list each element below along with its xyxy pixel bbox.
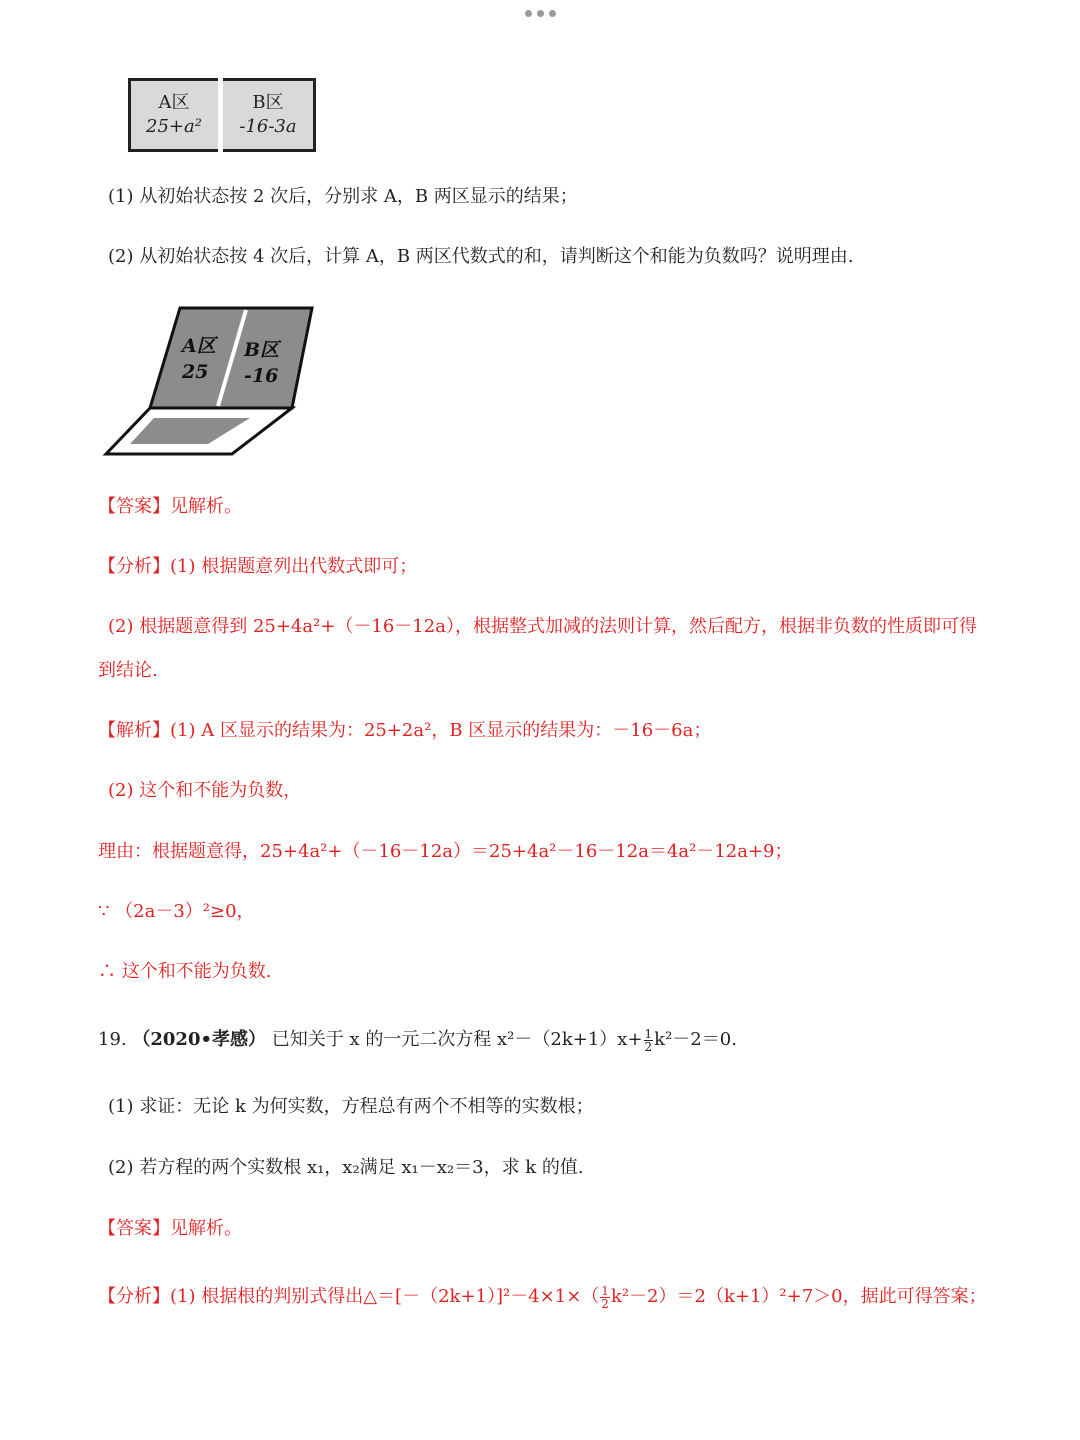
zone-a-value: 25+a² [146,116,202,137]
q19-fraction [644,1028,654,1053]
zone-b [225,91,311,139]
laptop-zone-a-value: 25 [182,361,209,383]
more-dots-icon[interactable] [522,6,558,20]
zone-a-title: A区 [158,92,190,113]
laptop-zone-b-title: B区 [244,339,280,361]
q18-solution-2: (2) 这个和不能为负数， [108,780,302,801]
q18-part1: (1) 从初始状态按 2 次后，分别求 A，B 两区显示的结果； [108,186,578,207]
q18-analysis-1: 【分析】(1) 根据题意列出代数式即可； [98,556,418,577]
zone-b-title: B区 [252,92,284,113]
q19-fraction-numerator: 1 [644,1026,653,1041]
q19-analysis [98,1282,987,1312]
q19-analysis-before: 【分析】(1) 根据根的判别式得出△＝[－（2k+1）]²－4×1×（ [98,1286,600,1307]
q18-because: ∵ （2a－3）²≥0， [98,901,255,922]
q18-solution-1: 【解析】(1) A 区显示的结果为：25+2a²，B 区显示的结果为：－16－6a； [98,720,712,741]
laptop-figure [100,302,320,462]
q18-analysis-2a: (2) 根据题意得到 25+4a²+（－16－12a），根据整式加减的法则计算，然后配方，根据非负数的性质即可得 [108,616,977,637]
display-box-figure [128,78,316,152]
q19-analysis-fraction [600,1285,610,1310]
q19-analysis-fraction-denominator: 2 [601,1296,609,1311]
q19-analysis-after: k²－2）＝2（k+1）²+7＞0，据此可得答案； [610,1286,987,1307]
zone-b-value: -16-3a [239,116,297,137]
display-divider [218,78,223,152]
q18-analysis-2b: 到结论. [98,660,158,681]
laptop-zone-b-value: -16 [244,365,279,387]
dot [525,10,532,17]
q18-reason: 理由：根据题意得，25+4a²+（－16－12a）＝25+4a²－16－12a＝4a²－12a+9； [98,841,793,862]
q19-stem [98,1025,737,1055]
q19-source: （2020•孝感） [132,1029,266,1050]
q19-stem-before: 已知关于 x 的一元二次方程 x²－（2k+1）x+ [271,1029,643,1050]
q18-part2: (2) 从初始状态按 4 次后，计算 A，B 两区代数式的和，请判断这个和能为负数吗？说明理由. [108,246,854,267]
q19-part1: (1) 求证：无论 k 为何实数，方程总有两个不相等的实数根； [108,1096,594,1117]
q19-answer: 【答案】见解析。 [98,1218,242,1239]
q18-answer: 【答案】见解析。 [98,496,242,517]
q19-part2: (2) 若方程的两个实数根 x₁，x₂满足 x₁－x₂＝3，求 k 的值. [108,1157,584,1178]
q19-number: 19. [98,1029,127,1050]
q19-stem-after: k²－2＝0. [654,1029,737,1050]
dot [549,10,556,17]
q19-analysis-fraction-numerator: 1 [601,1283,609,1298]
q18-therefore: ∴ 这个和不能为负数. [98,961,272,982]
dot [537,10,544,17]
laptop-zone-a-title: A区 [182,335,216,357]
zone-a [131,91,217,139]
q19-fraction-denominator: 2 [644,1039,653,1054]
